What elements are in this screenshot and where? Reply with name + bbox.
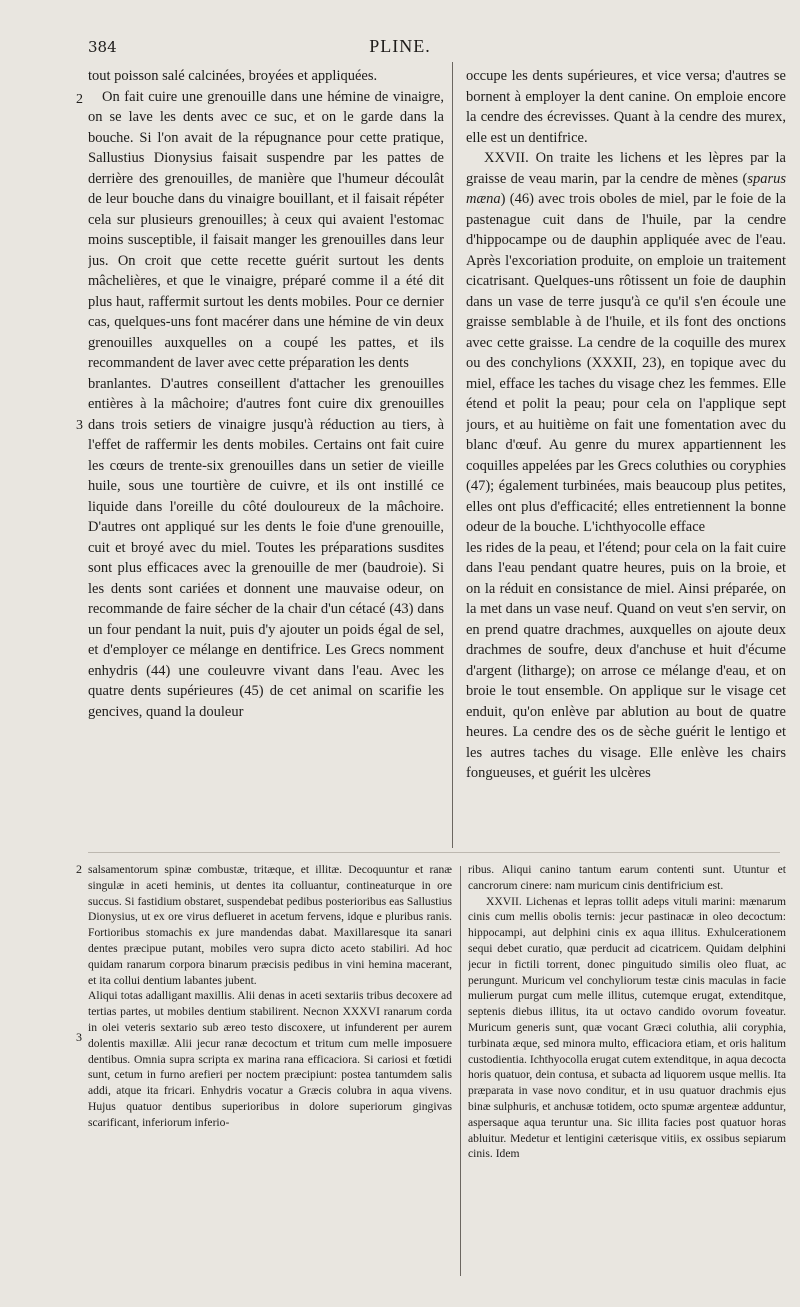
- latin-paragraph: XXVII. Lichenas et lepras tollit adeps vituli marini: mænarum cinis cum mellis obolis ternis: jecur pastinacæ in oleo decoctum: hippocampi, aut delphini cinis ex aqua illitus. Exhulcerationem sequi debet curatio, quæ perducit ad cicatricem. Quidam delphini jecur in fictili torrent, donec pinguitudo similis oleo fluat, ac perungunt. Muricum vel conchyliorum testæ cinis maculas in facie mulierum purgat cum melle illitus, cutemque erugat, extenditque, septenis diebus illitus, ita ut octavo candido ovorum foveatur. Muricum generis sunt, quæ vocant Græci coluthia, alii coryphia, turbinata æque, sed minora multo, efficaciora etiam, et oris halitum custodientia. Ichthyocolla erugat cutem extenditque, in aqua decocta horis quatuor, dein contusa, et subacta ad liquorem usque mellis. Ita præparata in vase novo conditur, et in usu quatuor drachmis ejus binæ sulphuris, et anchusæ totidem, octo spumæ argenteæ adduntur, aspersaque aqua teruntur una. Sic illita facies post quatuor horas abluitur. Medetur et lentigini cæterisque vitiis, ex ossibus sepiarum cinis. Idem: [468, 894, 786, 1161]
- page-header: [88, 34, 712, 60]
- french-paragraph: [466, 148, 786, 538]
- footnote-separator: [88, 852, 780, 853]
- column-divider: [460, 866, 461, 1276]
- margin-number: 3: [76, 1030, 82, 1044]
- running-title: PLINE.: [369, 36, 431, 56]
- page-number: 384: [88, 38, 117, 56]
- latin-right-column: [468, 862, 786, 1284]
- french-paragraph: branlantes. D'autres conseillent d'attacher les grenouilles entières à la mâchoire; d'autres font cuire dix grenouilles dans trois setiers de vinaigre jusqu'à réduction au tiers, à l'effet de raffermir les dents mobiles. Certains ont fait cuire les cœurs de trente-six grenouilles dans un setier de vieille huile, sous une tourtière de cuivre, et ils ont instillé ce liquide dans l'oreille du côté douloureux de la mâchoire. D'autres ont appliqué sur les dents le foie d'une grenouille, cuit et broyé avec du miel. Toutes les préparations susdites sont plus efficaces avec la grenouille de mer (baudroie). Si les dents sont cariées et donnent une mauvaise odeur, on recommande de faire sécher de la chair d'un cétacé (43) dans un four pendant la nuit, puis d'y ajouter un poids égal de sel, et d'employer ce mélange en dentifrice. Les Grecs nomment enhydris (44) une couleuvre vivant dans l'eau. Avec les quatre dents supérieures (45) de cet animal on scarifie les gencives, quand la douleur: [88, 375, 444, 720]
- latin-paragraph: Aliqui totas adalligant maxillis. Alii denas in aceti sextariis tribus decoxere ad tertias partes, ut mobiles dentium stabilirent. Necnon XXXVI ranarum corda in olei veteris sextario sub æreo testo discoxere, ut infunderent per aurem dolentis maxillæ. Alii jecur ranæ decoctum et tritum cum melle imposuere dentibus. Omnia supra scripta ex marina rana efficaciora. Si cariosi et fœtidi sunt, cetum in furno arefieri per noctem præcipiunt: postea tantumdem salis addi, atque ita fricari. Enhydris vocatur a Græcis colubra in aqua vivens. Hujus quatuor dentibus superioribus in dolore superiorum gingivas scarificant, inferiorum inferio-: [88, 989, 452, 1129]
- column-divider: [452, 62, 453, 848]
- latin-paragraph: salsamentorum spinæ combustæ, tritæque, et illitæ. Decoquuntur et ranæ singulæ in aceti heminis, ut dentes ita colluantur, contineaturque in ore succus. Si fastidium obstaret, suspendebat pedibus posterioribus eas Sallustius Dionysius, ut ex ore virus deflueret in acetum fervens, idque e pluribus ranis. Fortioribus stomachis ex jure mandendas dabat. Maxillaresque ita sanari dentes præcipue putant, mobiles vero supra dicto aceto stabiliri. Ad hoc quidam ranarum corpora binarum præcisis pedibus in vini hemina macerant, et ita collui dentium labantes jubent.: [88, 863, 452, 987]
- latin-paragraph: ribus. Aliqui canino tantum earum contenti sunt. Utuntur et cancrorum cinere: nam muricum cinis dentifricium est.: [468, 863, 786, 892]
- french-left-column: [88, 66, 444, 852]
- french-paragraph: On fait cuire une grenouille dans une hémine de vinaigre, on se lave les dents avec ce suc, et on le garde dans la bouche. Si l'on avait de la répugnance pour cette pratique, Sallustius Dionysius faisait suspendre par les pattes de derrière des grenouilles, de manière que l'humeur découlât de leur bouche dans du vinaigre bouillant, et il faisait répéter cela sur plusieurs grenouilles; à ceux qui avaient l'estomac moins susceptible, il faisait manger les grenouilles dans leur jus. On croit que cette recette guérit surtout les dents mâchelières, et que le vinaigre, préparé comme il a été dit plus haut, raffermit surtout les dents mobiles. Pour ce dernier cas, quelques-uns font macérer dans une hémine de vin deux grenouilles auxquelles on a coupé les pattes, et ils recommandent de laver avec cette préparation les dents: [88, 88, 444, 371]
- margin-number: 3: [76, 418, 83, 433]
- french-paragraph: tout poisson salé calcinées, broyées et appliquées.: [88, 68, 378, 84]
- latin-left-column: [88, 862, 452, 1284]
- margin-number: 2: [76, 862, 82, 876]
- french-text: ) (46) avec trois oboles de miel, par le foie de la pastenague cuit dans de l'huile, par la cendre d'hippocampe ou de dauphin appliquée avec de l'eau. Après l'excoriation produite, on emploie un traitement cicatrisant. Quelques-uns rôtissent un foie de dauphin dans un vase de terre jusqu'à ce qu'il s'en écoule une graisse semblable à de l'huile, et ils font des onctions avec cette graisse. La cendre de la coquille des murex ou des conchylions (XXXII, 23), en topique avec du miel, efface les taches du visage chez les femmes. Elle étend et polit la peau; pour cela on l'applique sept jours, et au huitième on fait une fomentation avec du blanc d'œuf. Au genre du murex appartiennent les coquilles appelées par les Grecs coluthies ou coryphies (47); également turbinées, mais beaucoup plus petites, elles ont plus d'efficacité; elles entretiennent la bonne odeur de la bouche. L'ichthyocolle efface: [466, 191, 786, 535]
- french-right-column: [466, 66, 786, 852]
- species-name: sparus mæna: [466, 170, 786, 207]
- french-paragraph: les rides de la peau, et l'étend; pour cela on la fait cuire dans l'eau pendant quatre heures, puis on la broie, et on la réduit en consistance de miel. Ainsi préparée, on la met dans un vase neuf. Quand on veut s'en servir, on en prend quatre drachmes, auxquelles on ajoute deux drachmes de soufre, deux d'anchuse et huit d'écume d'argent (litharge); on arrose ce mélange d'eau, et on broie le tout ensemble. On applique sur le visage cet enduit, qu'on enlève par ablution au bout de quatre heures. La cendre des os de sèche guérit le lentigo et les autres taches du visage. Elle enlève les chairs fongueuses, et guérit les ulcères: [466, 539, 786, 781]
- margin-number: 2: [76, 92, 83, 107]
- french-paragraph: occupe les dents supérieures, et vice versa; d'autres se bornent à employer la dent canine. On emploie encore la cendre des écrevisses. Quant à la cendre des murex, elle est un dentifrice.: [466, 68, 786, 146]
- french-text: XXVII. On traite les lichens et les lèpres par la graisse de veau marin, par la cendre de mènes (: [466, 150, 786, 187]
